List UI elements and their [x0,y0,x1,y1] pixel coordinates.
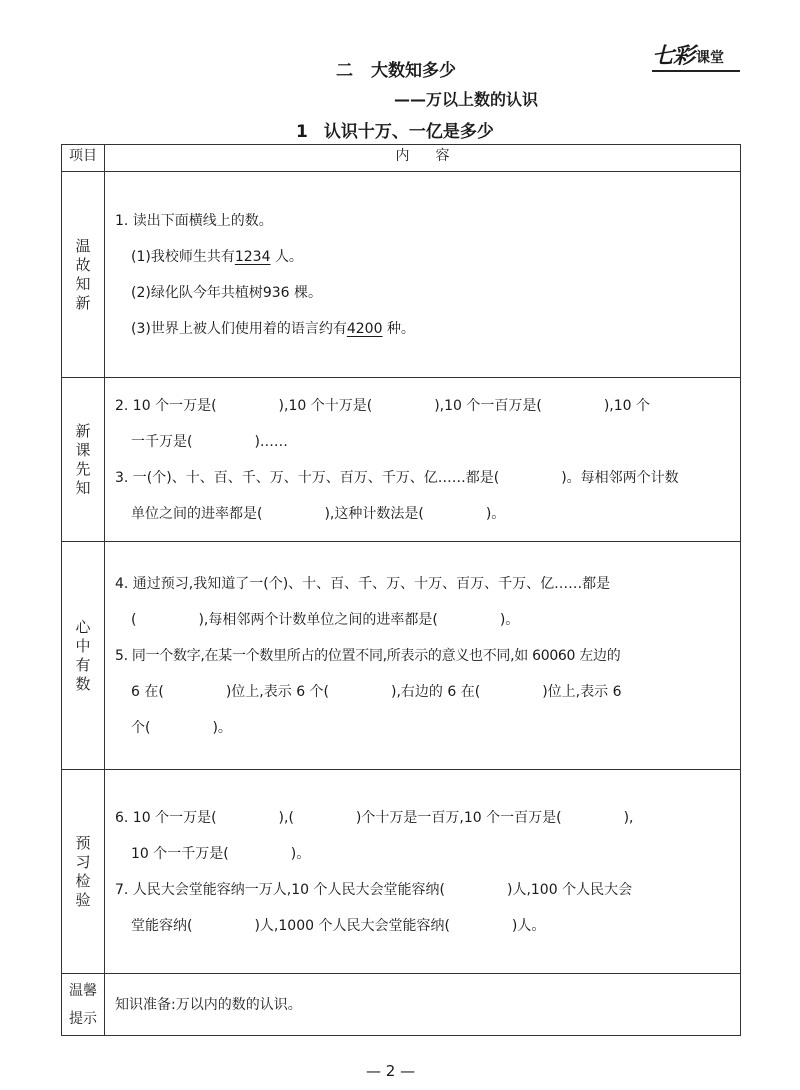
q1-c-number: 4200 [346,320,383,337]
check-label: 预习检验 [75,833,91,909]
review-row [62,172,741,378]
brand-logo [652,40,740,70]
brand-main: 七彩 [652,43,695,69]
check-row [62,770,741,974]
q1-c: (3)世界上被人们使用着的语言约有4200 种。 [131,320,415,337]
q7-line1: 7. 人民大会堂能容纳一万人,10 个人民大会堂能容纳( )人,100 个人民大会 [115,881,633,898]
check-content [105,770,741,974]
unit-heading [336,56,456,81]
table-header-row [62,145,741,172]
q1-a: (1)我校师生共有1234 人。 [131,248,303,265]
review-label: 温故知新 [75,236,91,312]
mind-content [105,542,741,770]
unit-number: 二 [336,61,353,81]
q5-line3: 个( )。 [131,719,232,736]
q4-line2: ( ),每相邻两个计数单位之间的进率都是( )。 [131,611,520,628]
q7-line2: 堂能容纳( )人,1000 个人民大会堂能容纳( )人。 [131,917,546,934]
lesson-title: 认识十万、一亿是多少 [323,122,494,142]
q1-b: (2)绿化队今年共植树936 棵。 [131,284,323,301]
q1-title: 1. 读出下面横线上的数。 [115,212,273,229]
q5-line1: 5. 同一个数字,在某一个数里所占的位置不同,所表示的意义也不同,如 60060 左边的 [115,647,621,664]
q6-line1: 6. 10 个一万是( ),( )个十万是一百万,10 个一百万是( ), [115,809,634,826]
unit-title: 大数知多少 [371,61,456,81]
q3-line1: 3. 一(个)、十、百、千、万、十万、百万、千万、亿……都是( )。每相邻两个计数 [115,469,679,486]
mind-label: 心中有数 [75,617,91,693]
preview-row [62,378,741,542]
header-item: 项目 [62,145,105,172]
review-content [105,172,741,378]
mind-row [62,542,741,770]
tip-row [62,974,741,1036]
tip-label-line2: 提示 [69,1010,97,1027]
q6-line2: 10 个一千万是( )。 [131,845,311,862]
q2-line2: 一千万是( )…… [131,433,288,450]
q1-b-number: 936 [262,284,290,301]
page-number: — 2 — [366,1062,416,1080]
lesson-heading [296,117,494,142]
q1-a-number: 1234 [234,248,271,265]
tip-text: 知识准备:万以内的数的认识。 [105,974,741,1036]
header-content: 内容 [105,145,741,172]
preview-label: 新课先知 [75,421,91,497]
q5-line2: 6 在( )位上,表示 6 个( ),右边的 6 在( )位上,表示 6 [131,683,622,700]
unit-subtitle: ——万以上数的认识 [394,90,539,109]
brand-sub: 课堂 [696,50,725,66]
q2-line1: 2. 10 个一万是( ),10 个十万是( ),10 个一百万是( ),10 个 [115,397,651,414]
preview-content [105,378,741,542]
q4-line1: 4. 通过预习,我知道了一(个)、十、百、千、万、十万、百万、千万、亿……都是 [115,575,611,592]
tip-label-line1: 温馨 [69,982,97,999]
q3-line2: 单位之间的进率都是( ),这种计数法是( )。 [131,505,506,522]
worksheet-table [61,144,741,1036]
lesson-number: 1 [296,122,308,142]
